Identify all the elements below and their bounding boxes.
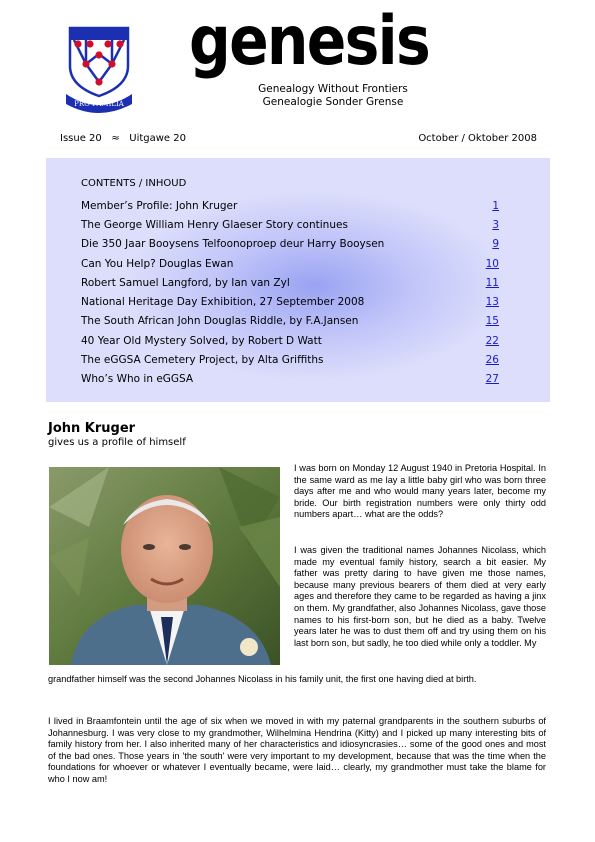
- issue-number: [60, 133, 186, 144]
- toc-page-link[interactable]: 15: [485, 315, 499, 327]
- article-title: John Kruger: [48, 421, 136, 436]
- society-crest-logo: [64, 24, 134, 112]
- toc-page-link[interactable]: 27: [485, 373, 499, 385]
- toc-item-title: The South African John Douglas Riddle, by F.A.Jansen: [81, 315, 359, 327]
- masthead-subtitle-english: Genealogy Without Frontiers: [258, 83, 408, 95]
- toc-item: [81, 238, 499, 254]
- toc-item: [81, 335, 499, 351]
- toc-item: [81, 315, 499, 331]
- uitgawe-label: Uitgawe 20: [129, 133, 186, 144]
- article-paragraph: I was born on Monday 12 August 1940 in Pretoria Hospital. In the same ward as me lay a little baby girl who was born three days after me and who would many years later, become my bride. Our birth registration numbers were only thirty odd numbers apart… what are the odds?: [294, 463, 546, 520]
- issue-date: October / Oktober 2008: [418, 133, 537, 144]
- toc-item-title: National Heritage Day Exhibition, 27 September 2008: [81, 296, 365, 308]
- toc-item: [81, 219, 499, 235]
- contents-heading: CONTENTS / INHOUD: [81, 178, 187, 189]
- toc-page-link[interactable]: 22: [485, 335, 499, 347]
- toc-item: [81, 296, 499, 312]
- crest-motto: PRO FAMILIA: [74, 100, 124, 108]
- toc-item: [81, 258, 499, 274]
- toc-page-link[interactable]: 13: [485, 296, 499, 308]
- toc-item-title: The George William Henry Glaeser Story continues: [81, 219, 348, 231]
- portrait-photo: [49, 467, 280, 665]
- toc-item: [81, 354, 499, 370]
- toc-item: [81, 277, 499, 293]
- toc-item-title: The eGGSA Cemetery Project, by Alta Griffiths: [81, 354, 324, 366]
- toc-page-link[interactable]: 1: [492, 200, 499, 212]
- toc-item-title: Robert Samuel Langford, by Ian van Zyl: [81, 277, 290, 289]
- issue-separator: ≈: [111, 133, 120, 144]
- toc-page-link[interactable]: 9: [492, 238, 499, 250]
- toc-item: [81, 373, 499, 389]
- masthead-title-text: genesis: [189, 2, 429, 81]
- masthead-title: [186, 2, 432, 84]
- toc-item-title: 40 Year Old Mystery Solved, by Robert D Watt: [81, 335, 322, 347]
- toc-item-title: Who’s Who in eGGSA: [81, 373, 194, 385]
- toc-item-title: Can You Help? Douglas Ewan: [81, 258, 234, 270]
- toc-item: [81, 200, 499, 216]
- article-paragraph: grandfather himself was the second Johannes Nicolass in his family unit, the first one having died at birth.: [48, 674, 477, 684]
- toc-item-title: Member’s Profile: John Kruger: [81, 200, 238, 212]
- masthead-subtitle-afrikaans: Genealogie Sonder Grense: [262, 96, 404, 108]
- toc-page-link[interactable]: 3: [492, 219, 499, 231]
- toc-page-link[interactable]: 26: [485, 354, 499, 366]
- article-paragraph: I lived in Braamfontein until the age of six when we moved in with my paternal grandparents in the southern suburbs of Johannesburg. I was very close to my grandmother, Wilhelmina Hendrina (Kitty) and I picked up many interesting bits of family history from her. I also inherited many of her characteristics and idiosyncrasies… some of the good ones and most of the bad ones. Those years in 'the south' were very important to my development, because that was the time when the foundations for whoever or whatever I eventually became, were laid… clearly, my grandmother must take the blame for who I now am!: [48, 716, 546, 784]
- article-subtitle: gives us a profile of himself: [48, 437, 186, 448]
- toc-page-link[interactable]: 10: [485, 258, 499, 270]
- issue-label: Issue 20: [60, 133, 102, 144]
- toc-item-title: Die 350 Jaar Booysens Telfoonoproep deur Harry Booysen: [81, 238, 385, 250]
- contents-box: [46, 158, 550, 402]
- article-paragraph: I was given the traditional names Johannes Nicolass, which made my eventual family history, search a bit easier. My father was pretty daring to have given me those names, because many previous bearers of them died at very early ages and therefore they came to be regarded as having a jinx on them. My grandfather, also Johannes Nicolass, gave those names to his first-born son, but he died as a baby. Twelve years later he was to dust them off and try using them on his last born son, but sadly, he too died while only a toddler. My: [294, 545, 546, 648]
- toc-page-link[interactable]: 11: [485, 277, 499, 289]
